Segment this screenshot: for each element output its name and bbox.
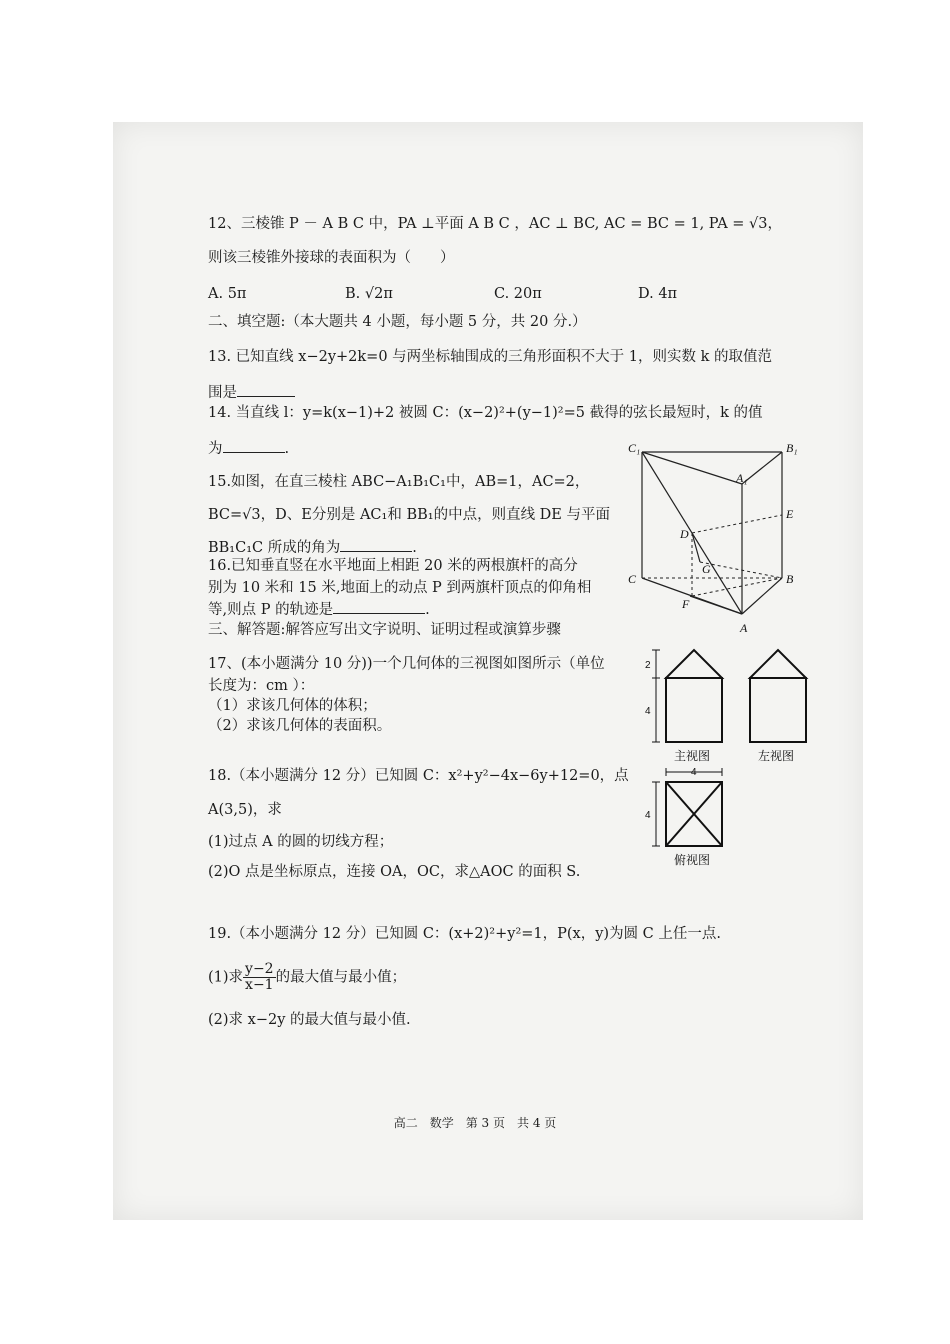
label-c: C xyxy=(628,572,637,586)
q13-answer-blank xyxy=(237,382,295,397)
q18-part1: (1)过点 A 的圆的切线方程； xyxy=(208,834,394,850)
q17-line2: 长度为：cm ）： xyxy=(208,678,315,694)
q15-line2: BC=√3，D、E分别是 AC₁和 BB₁的中点，则直线 DE 与平面 xyxy=(208,507,610,523)
q17-line1: 17、(本小题满分 10 分))一个几何体的三视图如图所示（单位 xyxy=(208,656,605,672)
q12-option-b: B. √2π xyxy=(345,286,393,302)
q16-answer-blank xyxy=(333,599,425,614)
label-a1: A₁ xyxy=(736,471,748,485)
label-d: D xyxy=(680,527,689,541)
q17-part1: （1）求该几何体的体积； xyxy=(208,698,377,714)
label-g: G xyxy=(702,562,711,576)
q15-line3: BB₁C₁C 所成的角为 . xyxy=(208,537,417,558)
q15-line1: 15.如图，在直三棱柱 ABC−A₁B₁C₁中，AB=1，AC=2， xyxy=(208,474,590,490)
front-view-label: 主视图 xyxy=(674,749,711,763)
q16-line3: 等,则点 P 的轨迹是 . xyxy=(208,599,430,620)
q13-line1: 13. 已知直线 x−2y+2k=0 与两坐标轴围成的三角形面积不大于 1，则实数 k 的取值范 xyxy=(208,349,773,365)
label-b1: B₁ xyxy=(786,441,798,455)
q15-answer-blank xyxy=(340,537,412,552)
prism-figure xyxy=(618,436,808,640)
front-dim-height-top: 2 xyxy=(645,660,651,671)
label-f: F xyxy=(682,597,690,611)
q16-line1: 16.已知垂直竖在水平地面上相距 20 米的两根旗杆的高分 xyxy=(208,558,578,574)
q18-line1: 18.（本小题满分 12 分）已知圆 C：x²+y²−4x−6y+12=0，点 xyxy=(208,768,629,784)
q18-part2: (2)O 点是坐标原点，连接 OA，OC，求△AOC 的面积 S. xyxy=(208,864,581,880)
label-a: A xyxy=(740,621,748,635)
q14-line2: 为 . xyxy=(208,438,289,459)
side-view xyxy=(740,644,820,770)
q13-line2: 围是 xyxy=(208,382,295,403)
q12-option-a: A. 5π xyxy=(208,286,247,302)
q19-line1: 19.（本小题满分 12 分）已知圆 C：(x+2)²+y²=1，P(x，y)为圆 C 上任一点. xyxy=(208,926,721,942)
q14-line1: 14. 当直线 l：y=k(x−1)+2 被圆 C：(x−2)²+(y−1)²=5 截得的弦长最短时，k 的值 xyxy=(208,405,763,421)
q19-part2: (2)求 x−2y 的最大值与最小值. xyxy=(208,1012,411,1028)
top-view xyxy=(640,764,740,874)
q12-option-c: C. 20π xyxy=(494,286,542,302)
front-view xyxy=(640,644,740,770)
top-view-label: 俯视图 xyxy=(674,853,711,867)
front-dim-height-bottom: 4 xyxy=(645,706,651,717)
q19-part1: (1)求 $\frac{y-2}{x-1}$ 的最大值与最小值； xyxy=(208,961,407,993)
label-c1: C₁ xyxy=(628,441,641,455)
top-dim-depth: 4 xyxy=(645,810,651,821)
section-2-heading: 二、填空题:（本大题共 4 小题，每小题 5 分，共 20 分.） xyxy=(208,314,587,330)
label-e: E xyxy=(786,507,794,521)
section-3-heading: 三、解答题:解答应写出文字说明、证明过程或演算步骤 xyxy=(208,622,561,638)
q16-line2: 别为 10 米和 15 米,地面上的动点 P 到两旗杆顶点的仰角相 xyxy=(208,580,592,596)
q12-line1: 12、三棱锥 P － A B C 中，PA ⊥平面 A B C ，AC ⊥ BC, AC = BC = 1, PA = √3， xyxy=(208,216,783,232)
label-b: B xyxy=(786,572,794,586)
q14-answer-blank xyxy=(223,438,285,453)
side-view-label: 左视图 xyxy=(758,749,795,763)
top-dim-width: 4 xyxy=(691,767,697,778)
q19-fraction: $\frac{y-2}{x-1}$ xyxy=(245,961,274,993)
q18-line2: A(3,5)，求 xyxy=(208,802,282,818)
q12-line2: 则该三棱锥外接球的表面积为（ ） xyxy=(208,250,455,266)
q12-option-d: D. 4π xyxy=(638,286,678,302)
page-footer: 高二 数学 第 3 页 共 4 页 xyxy=(393,1116,557,1130)
q17-part2: （2）求该几何体的表面积。 xyxy=(208,718,392,734)
